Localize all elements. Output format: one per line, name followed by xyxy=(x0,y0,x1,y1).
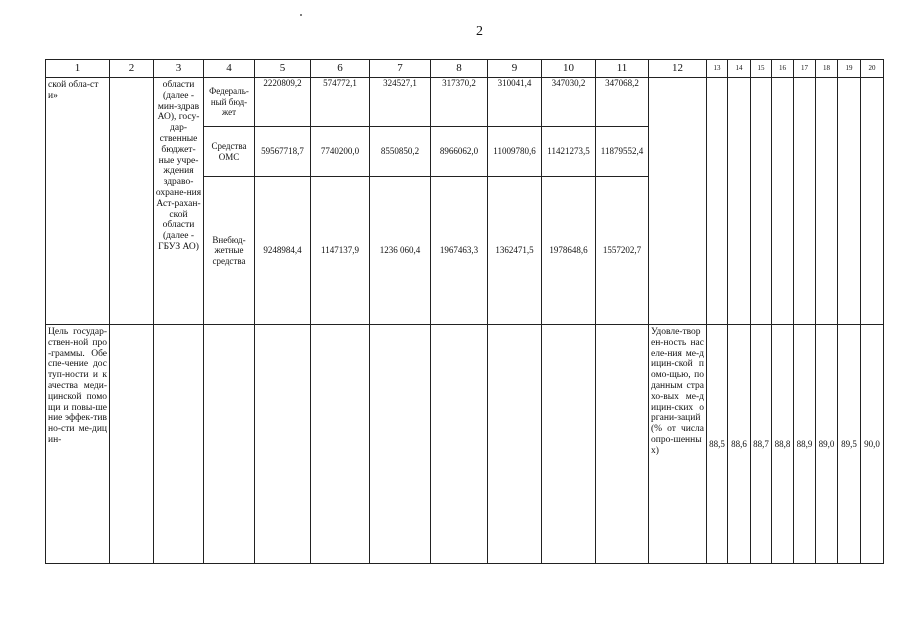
financing-row-federal xyxy=(46,78,884,127)
indicator-cell: Удовле-творен-ность населе-ния ме-дицин-ской помо-щью, по данным страхо-вых ме-дицин-ских органи-заций (% от числа опро-шенных) xyxy=(649,325,707,564)
empty-cell xyxy=(154,325,204,564)
value-cell: 8550850,2 xyxy=(370,127,431,177)
value-cell: 11009780,6 xyxy=(488,127,542,177)
scan-speck xyxy=(300,14,302,16)
empty-cell xyxy=(861,78,884,325)
header-cell: 15 xyxy=(751,60,772,78)
indicator-value: 88,5 xyxy=(707,325,728,564)
value-cell: 347030,2 xyxy=(542,78,596,127)
financing-source: Федераль-ный бюд-жет xyxy=(204,78,255,127)
goal-row xyxy=(46,325,884,564)
empty-cell xyxy=(542,325,596,564)
indicator-value: 89,0 xyxy=(816,325,838,564)
value-cell: 1557202,7 xyxy=(596,177,649,325)
value-cell: 7740200,0 xyxy=(311,127,370,177)
empty-cell xyxy=(816,78,838,325)
empty-cell xyxy=(204,325,255,564)
executor-cell: области (далее - мин-здрав АО), госу-дар-ственные бюджет-ные учре-ждения здраво-охране-ния Аст-рахан-ской области (далее - ГБУЗ АО) xyxy=(154,78,204,325)
empty-cell xyxy=(838,78,861,325)
empty-cell xyxy=(707,78,728,325)
value-cell: 11421273,5 xyxy=(542,127,596,177)
header-cell: 19 xyxy=(838,60,861,78)
header-cell: 3 xyxy=(154,60,204,78)
indicator-value: 90,0 xyxy=(861,325,884,564)
indicator-value: 88,9 xyxy=(794,325,816,564)
value-cell: 1978648,6 xyxy=(542,177,596,325)
value-cell: 1236 060,4 xyxy=(370,177,431,325)
header-cell: 7 xyxy=(370,60,431,78)
header-cell: 18 xyxy=(816,60,838,78)
header-cell: 16 xyxy=(772,60,794,78)
value-cell: 1147137,9 xyxy=(311,177,370,325)
header-cell: 11 xyxy=(596,60,649,78)
program-name-cell: ской обла-сти» xyxy=(46,78,110,325)
header-cell: 2 xyxy=(110,60,154,78)
empty-cell xyxy=(255,325,311,564)
goal-cell: Цель государ-ствен-ной про-граммы. Обеспе-чение доступ-ности и качества меди-цинской помощи и повы-шение эффек-тивно-сти ме-дицин- xyxy=(46,325,110,564)
value-cell: 59567718,7 xyxy=(255,127,311,177)
header-cell: 20 xyxy=(861,60,884,78)
value-cell: 310041,4 xyxy=(488,78,542,127)
empty-cell xyxy=(110,78,154,325)
value-cell: 9248984,4 xyxy=(255,177,311,325)
empty-cell xyxy=(370,325,431,564)
indicator-value: 89,5 xyxy=(838,325,861,564)
value-cell: 2220809,2 xyxy=(255,78,311,127)
value-cell: 347068,2 xyxy=(596,78,649,127)
header-cell: 12 xyxy=(649,60,707,78)
value-cell: 8966062,0 xyxy=(431,127,488,177)
indicator-value: 88,7 xyxy=(751,325,772,564)
value-cell: 1967463,3 xyxy=(431,177,488,325)
financing-source: Внебюд-жетные средства xyxy=(204,177,255,325)
header-cell: 14 xyxy=(728,60,751,78)
header-cell: 6 xyxy=(311,60,370,78)
program-table xyxy=(45,59,884,564)
value-cell: 11879552,4 xyxy=(596,127,649,177)
header-cell: 17 xyxy=(794,60,816,78)
empty-cell xyxy=(431,325,488,564)
header-cell: 13 xyxy=(707,60,728,78)
empty-cell xyxy=(311,325,370,564)
empty-cell xyxy=(596,325,649,564)
header-cell: 8 xyxy=(431,60,488,78)
value-cell: 324527,1 xyxy=(370,78,431,127)
empty-cell xyxy=(728,78,751,325)
indicator-value: 88,8 xyxy=(772,325,794,564)
empty-cell xyxy=(794,78,816,325)
empty-cell xyxy=(772,78,794,325)
empty-cell xyxy=(751,78,772,325)
value-cell: 317370,2 xyxy=(431,78,488,127)
header-cell: 10 xyxy=(542,60,596,78)
empty-cell xyxy=(488,325,542,564)
empty-cell xyxy=(110,325,154,564)
header-cell: 1 xyxy=(46,60,110,78)
value-cell: 1362471,5 xyxy=(488,177,542,325)
indicator-value: 88,6 xyxy=(728,325,751,564)
page-number: 2 xyxy=(476,24,483,39)
empty-cell xyxy=(649,78,707,325)
header-cell: 9 xyxy=(488,60,542,78)
header-row xyxy=(46,60,884,78)
financing-source: Средства ОМС xyxy=(204,127,255,177)
value-cell: 574772,1 xyxy=(311,78,370,127)
header-cell: 5 xyxy=(255,60,311,78)
header-cell: 4 xyxy=(204,60,255,78)
